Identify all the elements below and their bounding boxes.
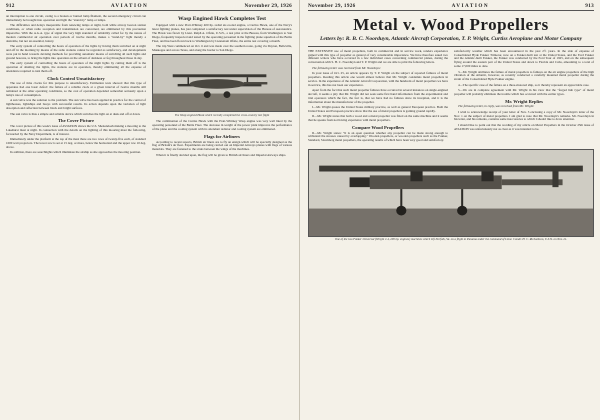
section-heading: Clock Control Unsatisfactory <box>47 75 105 81</box>
paragraph: The cover picture of this week's issue of AVIATION shows the U.S. Shenandoah making a mooring to the Lakehurst mast at night. In connection with the details on the lighting of this mooring mast the following, forwarded by the Navy Department, is of interest. <box>6 124 146 136</box>
paragraph: The following letter was received from Mr. Noorduyn: <box>312 65 381 70</box>
section-heading: The Cover Picture <box>57 118 95 124</box>
right-page <box>300 0 600 420</box>
paragraph: II—Mr. Wright states that both a wood and a metal propeller was fitted on the same machine and it seems that he speaks from not having experience with metal propellers. <box>308 114 448 123</box>
section-heading: Compare Wood Propellers <box>351 124 405 130</box>
page-number: 912 <box>6 3 15 9</box>
page-number: 913 <box>585 3 594 9</box>
divider <box>308 46 594 47</box>
hawk-plane-photo <box>152 54 292 112</box>
paragraph: THE EXTENSIVE use of metal propellers, both in commercial and in service work, renders experience gained with this type of propeller as general of very considerable importance. We have therefore asked two different writers who have occurred in a few individual cases concerning commercial planes, during the conversation with S. H. C. Noorduyn and T. P. Wright and we are able to print the following letters. <box>308 48 448 65</box>
right-col-1 <box>308 50 448 145</box>
section-heading: Flags for Airliners <box>204 133 240 139</box>
right-col-2 <box>454 50 594 145</box>
photo-caption: One of the two Fokker Universal (Wright J-4, 200 hp. engines) machines which left Norfolk, Va. on a flight to Panama under the command of Lieut. Comdr. H. C. Richardson, U.S.N. on Nov. 21. <box>334 237 568 242</box>
paragraph: The difficulties and delays inseparable from renewing lamps at night, both while airway beacon station conditions, or when radio reception and transmission are concerned, are eliminated by this precaution imperative. With the A.G.A. type of signal the very high standard of reliability called for by the nature of modern commercial air operation over periods of twelve months, makes a "stand-by" light merely a desirable, but not an essential, luxury. <box>6 23 146 43</box>
paragraph: 3—Mr. Wright attributes the failure of metal propellers to failures on the air engine propellers of the high vibration of the Atlantic, however, as recently conducted a carefully mounted metal propeller during the strain of the Consolidated Hyde Fokker engine. <box>454 69 594 82</box>
running-title: AVIATION <box>110 3 149 9</box>
paragraph: II—Mr. Wright states: "It is an open question whether any propeller can be made strong enough to withstand the stresses caused by overlapping." Wooden propellers, or wooden propellers such as the Fokker, Standard, Stromberg metal propellers, the operating results of which have been very good and satisfactory. <box>308 130 448 143</box>
fokker-plane-photo <box>308 149 594 237</box>
paragraph: Equipped with a new Pratt-Whitney 400 hp. radial air-cooled engine, a Curtiss Hawk, one of the Navy's latest fighting planes, has just completed a satisfactory test under supervision of the Bureau of Aeronautics. The Hawk was flown by Lieut. Ralph A. Ofstie, U.S.N., a test pilot at the Bureau, from Washington to San Diego, frequently inspected and tested by the operating personnel in the fighting plane squadron of the Battle Fleet, and has been flown back to Washington by Lieutenant Ofstie, the entire test covering a month. <box>152 23 292 43</box>
paragraph: The early system of controlling the hours of operation of the night lights by cutting them off is the operation of shutting the lights, the stations are in operation, thereby eliminating all the expense of attendance required to turn them off. <box>6 61 146 73</box>
article-byline: Letters by: R. B. C. Noorduyn, Atlantic Aircraft Corporation, T. P. Wright, Curtiss Aeroplane and Motor Company <box>319 36 583 42</box>
section-heading: Mr. Wright Replies <box>505 98 543 104</box>
left-columns <box>6 15 292 159</box>
issue-date: November 29, 1926 <box>308 3 356 9</box>
paragraph: Apart from the fact that such metal propeller failures have occurred in several instances on single-engined aircraft, it seems a pity that Mr. Wright did not seek some first hand information from the experimental and trial operators which the fact, the fact is, that we have had no failures since its inception, and it is the information about the manufacturer of the propeller. <box>308 87 448 104</box>
paragraph: an interruption to one circuit, owing to a broken or burned lamp filament, the second emergency circuit can immediately be brought into operation and light the "stand-by" lamp or lamps. <box>6 14 146 22</box>
paragraph: 5—We are in complete agreement with Mr. Wright in his view that the "forged hub type" of metal propeller will probably eliminate the trouble which has occurred with the earlier types. <box>454 87 594 96</box>
photo-caption: The Wasp engined Hawk which recently completed the cross-country test flight <box>174 112 270 117</box>
right-running-head <box>308 3 594 11</box>
paragraph: According to recent reports, British air liners are to fly an ensign which will be specially designed as the flag of Britain's air fleet. Experiments are being carried out on Imperial Airways planes with flags of various materials. They are fastened to the struts between the wings of the machines. <box>152 139 292 152</box>
paragraph: A sun valve was the solution to the problem. The sun valve has been applied in practice for the control of lighthouses, lightships and buoys with successful results. Its action depends upon the variation of light absorption and reflection between black and bright surfaces. <box>6 98 146 111</box>
left-col-2 <box>152 15 292 159</box>
article-headline: Wasp Engined Hawk Completes Test <box>178 16 266 22</box>
paragraph: When it is finally decided upon, the flag will be given to British air liners and Imperial Airways ships. <box>156 152 287 157</box>
paragraph: The use of time clocks for this purpose is unsatisfactory. Estimation tests showed that this type of apparatus had one basic defect: the failure of a reliable clock at a given interval of twelve months still remained at the other operating conditions, so the cost of operation depended somewhat seriously upon a lamp's rate of consumption. <box>6 81 146 98</box>
left-running-head <box>6 3 292 11</box>
biplane-illustration <box>153 55 291 111</box>
monoplane-illustration <box>309 150 593 236</box>
paragraph: I wish to acknowledge receipt of your letter of Nov. 3 enclosing a copy of Mr. Noorduyn's letter of the Nov. 1 on the subject of metal propellers. I am glad to note that Mr. Noorduyn's remarks. Mr. Noorduyn in his letter, and his remarks, contains some inaccuracies to which I should like to draw attention. <box>454 109 594 122</box>
paragraph: Immediately under the platform at the top of the mast there are two rows of twenty-five each, of standard 1000 watt projectors. The lower row is set at 15 deg. or more, below the horizontal and the upper row 10 deg. above. <box>6 137 146 149</box>
paragraph: In your issue of Oct. 25, an article appears by T. P. Wright on the subject of reported failures of metal propellers. Reading this article one would almost believe that Mr. Wright condemns metal propellers in service. In the experience of the Atlantic Aircraft Corporation, with the hundreds of metal propellers we have in service, this has not been our experience. <box>308 70 448 87</box>
issue-date: November 29, 1926 <box>244 3 292 9</box>
paragraph: 4—The specific case of the failure on a three-motored ship, so it thereby represent an appreciable case. <box>458 82 590 87</box>
paragraph: I should like to point out that the wording of my article on Metal Propellers in the October 25th issue of AVIATION was unfortunately not as clear as it was intended to be. <box>454 122 594 131</box>
running-title: AVIATION <box>451 3 490 9</box>
paragraph: The early system of controlling the hours of operation of the lights by having them switched on at night and off in the morning by means of the radio stations cannot be regarded as satisfactory, and developments were put in hand towards devising methods for providing automatic means of switching all such lights and ground beacons, to bring the lights into operation on the advent of darkness or fog throughout those in day. <box>6 44 146 60</box>
paragraph: satisfactorily weather which has been encountered in the past 2½ years. In the side of expense of Consolidated Hyde Fokker Trimotor, now on a Fokker-built test at the United States, and the Ford Fokker and the Atlantic-built Fokker, the Fokker was conducted by the Ford Tour of 1925, and on the subsequent flying around the eastern part of the United States and down to Florida and Cuba, amounting to a total of some 17,000 miles to date. <box>454 48 594 69</box>
right-columns <box>308 50 594 145</box>
article-header <box>308 15 594 43</box>
article-title: Metal v. Wood Propellers <box>353 15 549 34</box>
left-col-1 <box>6 15 146 159</box>
paragraph: The trip West commenced on Oct. 6 and was made over the southern route, going via Dayton, Belleville, Muskogee and across Texas, and along the border to San Diego. <box>152 43 292 52</box>
paragraph: In addition, there are searchlights which illuminate the airship as she approaches the mooring position. <box>10 150 141 155</box>
paragraph: The sun valve is thus a simple and reliable device which switches the light on at dusk and off at dawn. <box>10 111 141 116</box>
paragraph: The combination of the Curtiss Hawk with the Pratt-Whitney Wasp engine was very well liked by the operating personnel of the Battle Fleet. The decrease in weight of the power plant improves the performance of the plane and the cooling system with its attendant radiator and cooling system are eliminated. <box>152 119 292 132</box>
paragraph: I—Mr. Wright quotes the United States military practice, as well as general European practice. Both the United States and European practice show that the use of metal propellers is gaining ground rapidly. <box>308 104 448 113</box>
paragraph: The following letter, in reply, was received from Mr. Wright: <box>458 104 535 109</box>
